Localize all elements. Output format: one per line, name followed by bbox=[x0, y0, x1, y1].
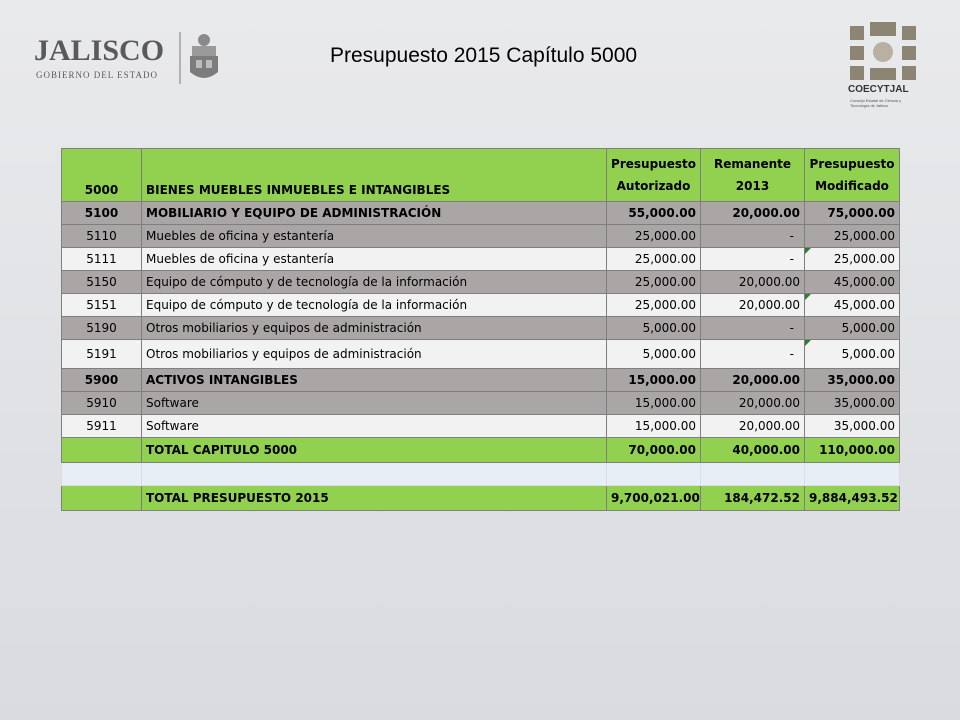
total-capitulo-row bbox=[62, 438, 900, 463]
coecytjal-logo bbox=[842, 22, 922, 118]
total-capitulo-remanente: 40,000.00 bbox=[701, 438, 805, 463]
coecytjal-emblem-icon bbox=[850, 22, 916, 82]
row-label: Muebles de oficina y estantería bbox=[142, 225, 607, 248]
table-row bbox=[62, 225, 900, 248]
row-autorizado: 15,000.00 bbox=[607, 392, 701, 415]
row-remanente: 20,000.00 bbox=[701, 369, 805, 392]
spacer-cell bbox=[607, 463, 701, 486]
budget-table bbox=[61, 148, 900, 511]
spacer-cell bbox=[701, 463, 805, 486]
row-remanente: 20,000.00 bbox=[701, 271, 805, 294]
row-label: Otros mobiliarios y equipos de administración bbox=[142, 317, 607, 340]
header-modificado-l1: Presupuesto bbox=[809, 157, 895, 171]
row-modificado: 75,000.00 bbox=[805, 202, 900, 225]
row-code: 5111 bbox=[62, 248, 142, 271]
total-presupuesto-autorizado: 9,700,021.00 bbox=[607, 486, 701, 511]
table-row bbox=[62, 369, 900, 392]
total-presupuesto-code bbox=[62, 486, 142, 511]
jalisco-subtitle: GOBIERNO DEL ESTADO bbox=[36, 70, 158, 80]
row-remanente: - bbox=[701, 317, 805, 340]
spacer-cell bbox=[805, 463, 900, 486]
row-modificado: 35,000.00 bbox=[805, 415, 900, 438]
header-remanente bbox=[701, 149, 805, 202]
row-autorizado: 5,000.00 bbox=[607, 317, 701, 340]
row-label: Equipo de cómputo y de tecnología de la información bbox=[142, 271, 607, 294]
row-modificado: 5,000.00 bbox=[805, 317, 900, 340]
row-autorizado: 25,000.00 bbox=[607, 248, 701, 271]
row-modificado: 35,000.00 bbox=[805, 369, 900, 392]
row-label: Equipo de cómputo y de tecnología de la información bbox=[142, 294, 607, 317]
table-row bbox=[62, 340, 900, 369]
spacer-row bbox=[62, 463, 900, 486]
coecytjal-tagline: Consejo Estatal de Ciencia y Tecnología de Jalisco bbox=[850, 98, 902, 108]
row-code: 5191 bbox=[62, 340, 142, 369]
total-presupuesto-row bbox=[62, 486, 900, 511]
jalisco-logo bbox=[28, 30, 198, 90]
header-code: 5000 bbox=[62, 149, 142, 202]
row-modificado: 45,000.00 bbox=[805, 271, 900, 294]
coecytjal-name: COECYTJAL bbox=[848, 84, 909, 95]
row-autorizado: 55,000.00 bbox=[607, 202, 701, 225]
row-remanente: - bbox=[701, 340, 805, 369]
row-code: 5150 bbox=[62, 271, 142, 294]
row-code: 5151 bbox=[62, 294, 142, 317]
page-title: Presupuesto 2015 Capítulo 5000 bbox=[330, 44, 638, 67]
row-remanente: 20,000.00 bbox=[701, 392, 805, 415]
total-presupuesto-remanente: 184,472.52 bbox=[701, 486, 805, 511]
header-autorizado-l1: Presupuesto bbox=[611, 157, 696, 171]
row-code: 5911 bbox=[62, 415, 142, 438]
row-autorizado: 5,000.00 bbox=[607, 340, 701, 369]
total-capitulo-autorizado: 70,000.00 bbox=[607, 438, 701, 463]
row-label: ACTIVOS INTANGIBLES bbox=[142, 369, 607, 392]
row-label: Otros mobiliarios y equipos de administración bbox=[142, 340, 607, 369]
row-autorizado: 25,000.00 bbox=[607, 225, 701, 248]
table-row bbox=[62, 294, 900, 317]
row-modificado: 25,000.00 bbox=[805, 225, 900, 248]
row-modificado: 25,000.00 bbox=[805, 248, 900, 271]
slide-header bbox=[0, 0, 960, 130]
table-header-row bbox=[62, 149, 900, 202]
spacer-cell bbox=[142, 463, 607, 486]
table-row bbox=[62, 415, 900, 438]
row-autorizado: 15,000.00 bbox=[607, 369, 701, 392]
total-capitulo-label: TOTAL CAPITULO 5000 bbox=[142, 438, 607, 463]
row-label: Software bbox=[142, 415, 607, 438]
crest-icon bbox=[178, 30, 222, 86]
row-remanente: - bbox=[701, 225, 805, 248]
table-row bbox=[62, 202, 900, 225]
row-code: 5190 bbox=[62, 317, 142, 340]
row-modificado: 45,000.00 bbox=[805, 294, 900, 317]
table-row bbox=[62, 271, 900, 294]
row-remanente: 20,000.00 bbox=[701, 415, 805, 438]
header-modificado bbox=[805, 149, 900, 202]
header-label: BIENES MUEBLES INMUEBLES E INTANGIBLES bbox=[142, 149, 607, 202]
header-autorizado-l2: Autorizado bbox=[616, 179, 691, 193]
row-remanente: 20,000.00 bbox=[701, 294, 805, 317]
row-code: 5900 bbox=[62, 369, 142, 392]
total-presupuesto-modificado: 9,884,493.52 bbox=[805, 486, 900, 511]
spacer-cell bbox=[62, 463, 142, 486]
row-code: 5110 bbox=[62, 225, 142, 248]
row-code: 5910 bbox=[62, 392, 142, 415]
total-presupuesto-label: TOTAL PRESUPUESTO 2015 bbox=[142, 486, 607, 511]
table-row bbox=[62, 392, 900, 415]
row-modificado: 35,000.00 bbox=[805, 392, 900, 415]
row-remanente: - bbox=[701, 248, 805, 271]
row-modificado: 5,000.00 bbox=[805, 340, 900, 369]
row-label: Muebles de oficina y estantería bbox=[142, 248, 607, 271]
row-autorizado: 15,000.00 bbox=[607, 415, 701, 438]
header-remanente-l1: Remanente bbox=[713, 157, 792, 171]
jalisco-wordmark: JALISCO bbox=[34, 34, 165, 67]
row-autorizado: 25,000.00 bbox=[607, 271, 701, 294]
row-label: Software bbox=[142, 392, 607, 415]
row-code: 5100 bbox=[62, 202, 142, 225]
header-remanente-l2: 2013 bbox=[735, 179, 770, 193]
header-autorizado bbox=[607, 149, 701, 202]
header-modificado-l2: Modificado bbox=[815, 179, 889, 193]
table-row bbox=[62, 317, 900, 340]
row-remanente: 20,000.00 bbox=[701, 202, 805, 225]
row-autorizado: 25,000.00 bbox=[607, 294, 701, 317]
total-capitulo-code bbox=[62, 438, 142, 463]
table-row bbox=[62, 248, 900, 271]
total-capitulo-modificado: 110,000.00 bbox=[805, 438, 900, 463]
row-label: MOBILIARIO Y EQUIPO DE ADMINISTRACIÓN bbox=[142, 202, 607, 225]
